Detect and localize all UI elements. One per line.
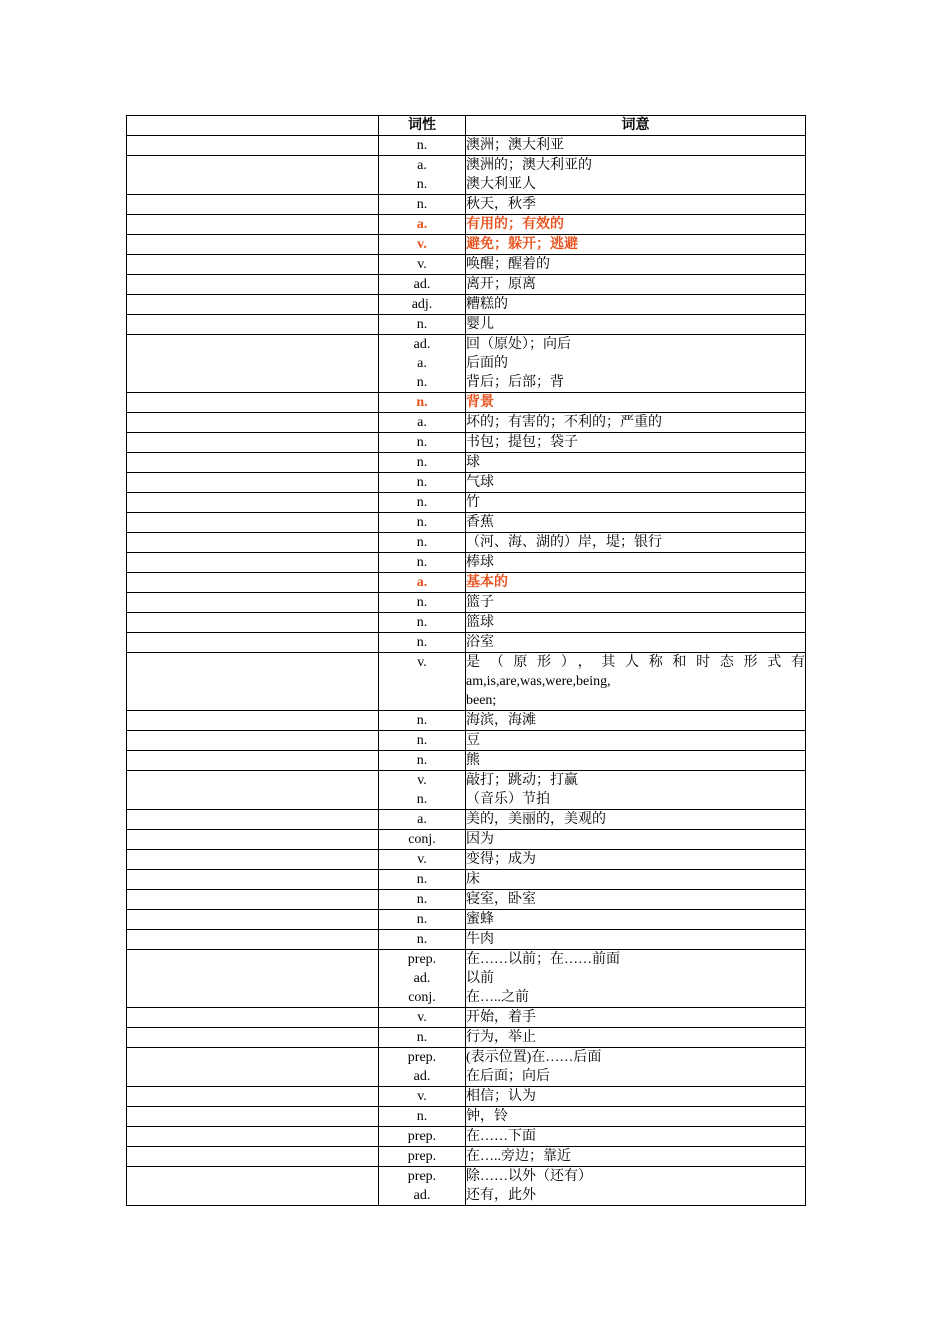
part-of-speech: n.: [416, 435, 428, 450]
meaning-text: 豆: [466, 733, 480, 748]
part-of-speech: n.: [416, 177, 428, 192]
meaning-cell: [466, 910, 806, 930]
meaning-text: 后面的: [466, 356, 508, 371]
part-of-speech: n.: [416, 197, 428, 212]
part-of-speech: ad.: [413, 1188, 431, 1203]
table-row: [127, 1127, 806, 1147]
meaning-text: 海滨，海滩: [466, 713, 536, 728]
word-cell: [127, 1087, 379, 1107]
part-of-speech-cell: [379, 930, 466, 950]
meaning-text: 背景: [466, 395, 494, 410]
part-of-speech: n.: [416, 515, 428, 530]
part-of-speech: v.: [417, 1089, 427, 1104]
meaning-text: 球: [466, 455, 480, 470]
meaning-cell: [466, 890, 806, 910]
table-row: [127, 810, 806, 830]
part-of-speech: adj.: [411, 297, 433, 312]
word-cell: [127, 393, 379, 413]
part-of-speech-cell: [379, 136, 466, 156]
meaning-cell: [466, 613, 806, 633]
word-cell: [127, 473, 379, 493]
table-row: [127, 1008, 806, 1028]
part-of-speech-cell: [379, 335, 466, 393]
table-row: [127, 473, 806, 493]
part-of-speech: n.: [416, 733, 428, 748]
word-cell: [127, 1127, 379, 1147]
meaning-text: 澳洲的；澳大利亚的: [466, 158, 592, 173]
word-cell: [127, 255, 379, 275]
table-row: [127, 573, 806, 593]
part-of-speech-cell: [379, 870, 466, 890]
header-meaning: 词意: [466, 116, 806, 136]
table-row: [127, 633, 806, 653]
table-row: [127, 890, 806, 910]
part-of-speech-cell: [379, 653, 466, 711]
part-of-speech: a.: [417, 812, 427, 827]
meaning-text: 蜜蜂: [466, 912, 494, 927]
table-header-row: [127, 116, 806, 136]
meaning-text: (表示位置)在……后面: [466, 1050, 602, 1065]
word-cell: [127, 890, 379, 910]
table-row: [127, 613, 806, 633]
part-of-speech: n.: [416, 792, 428, 807]
meaning-cell: [466, 275, 806, 295]
table-row: [127, 553, 806, 573]
word-cell: [127, 1167, 379, 1206]
meaning-cell: [466, 255, 806, 275]
part-of-speech: n.: [416, 1109, 428, 1124]
part-of-speech-cell: [379, 433, 466, 453]
meaning-cell: [466, 711, 806, 731]
word-cell: [127, 195, 379, 215]
part-of-speech: n.: [416, 1030, 428, 1045]
part-of-speech-cell: [379, 613, 466, 633]
part-of-speech: ad.: [413, 971, 431, 986]
word-cell: [127, 275, 379, 295]
word-cell: [127, 593, 379, 613]
part-of-speech: n.: [416, 535, 428, 550]
word-cell: [127, 830, 379, 850]
meaning-text: 行为，举止: [466, 1030, 536, 1045]
part-of-speech: v.: [417, 852, 427, 867]
word-cell: [127, 731, 379, 751]
word-cell: [127, 771, 379, 810]
word-cell: [127, 335, 379, 393]
meaning-cell: [466, 751, 806, 771]
word-cell: [127, 215, 379, 235]
table-row: [127, 393, 806, 413]
part-of-speech-cell: [379, 771, 466, 810]
part-of-speech: n.: [416, 932, 428, 947]
meaning-cell: [466, 1167, 806, 1206]
meaning-cell: [466, 1127, 806, 1147]
part-of-speech: ad.: [413, 1069, 431, 1084]
meaning-cell: [466, 950, 806, 1008]
part-of-speech: prep.: [407, 1050, 437, 1065]
part-of-speech-cell: [379, 553, 466, 573]
word-cell: [127, 633, 379, 653]
word-cell: [127, 850, 379, 870]
part-of-speech: a.: [417, 158, 427, 173]
meaning-text: （河、海、湖的）岸，堤；银行: [466, 535, 662, 550]
table-row: [127, 275, 806, 295]
part-of-speech: n.: [416, 912, 428, 927]
part-of-speech-cell: [379, 711, 466, 731]
meaning-text: （音乐）节拍: [466, 792, 550, 807]
word-cell: [127, 1147, 379, 1167]
part-of-speech-cell: [379, 195, 466, 215]
part-of-speech: v.: [417, 1010, 427, 1025]
part-of-speech: n.: [416, 595, 428, 610]
meaning-text: 回（原处）；向后: [466, 337, 571, 352]
part-of-speech: a.: [416, 217, 428, 232]
part-of-speech-cell: [379, 453, 466, 473]
part-of-speech-cell: [379, 1087, 466, 1107]
part-of-speech: n.: [416, 615, 428, 630]
meaning-cell: [466, 335, 806, 393]
table-row: [127, 1107, 806, 1127]
word-cell: [127, 711, 379, 731]
part-of-speech-cell: [379, 1028, 466, 1048]
table-row: [127, 950, 806, 1008]
part-of-speech: a.: [417, 356, 427, 371]
table-row: [127, 930, 806, 950]
part-of-speech-cell: [379, 1107, 466, 1127]
part-of-speech: n.: [416, 872, 428, 887]
part-of-speech: conj.: [408, 832, 436, 847]
meaning-text: am,is,are,was,were,being,: [466, 674, 611, 689]
part-of-speech-cell: [379, 1127, 466, 1147]
meaning-text: 开始，着手: [466, 1010, 536, 1025]
word-cell: [127, 1048, 379, 1087]
table-row: [127, 731, 806, 751]
part-of-speech: n.: [416, 495, 428, 510]
part-of-speech-cell: [379, 1167, 466, 1206]
meaning-text: 背后；后部；背: [466, 375, 564, 390]
word-cell: [127, 870, 379, 890]
word-cell: [127, 930, 379, 950]
part-of-speech-cell: [379, 830, 466, 850]
header-word: [127, 116, 379, 136]
part-of-speech: n.: [416, 892, 428, 907]
meaning-cell: [466, 1008, 806, 1028]
meaning-cell: [466, 850, 806, 870]
meaning-text: 书包；提包；袋子: [466, 435, 578, 450]
part-of-speech: prep.: [407, 1169, 437, 1184]
word-cell: [127, 553, 379, 573]
part-of-speech: a.: [417, 415, 427, 430]
table-row: [127, 235, 806, 255]
part-of-speech: ad.: [413, 277, 431, 292]
meaning-text: 还有，此外: [466, 1188, 536, 1203]
word-cell: [127, 513, 379, 533]
meaning-text: 坏的；有害的；不利的；严重的: [466, 415, 662, 430]
part-of-speech-cell: [379, 513, 466, 533]
meaning-cell: [466, 930, 806, 950]
meaning-text: 在后面；向后: [466, 1069, 550, 1084]
header-part-of-speech: 词性: [379, 116, 466, 136]
part-of-speech-cell: [379, 890, 466, 910]
part-of-speech-cell: [379, 751, 466, 771]
meaning-text: 竹: [466, 495, 480, 510]
meaning-text: been;: [466, 693, 497, 708]
part-of-speech-cell: [379, 493, 466, 513]
table-row: [127, 433, 806, 453]
meaning-text: 有用的；有效的: [466, 217, 564, 232]
part-of-speech-cell: [379, 393, 466, 413]
word-cell: [127, 453, 379, 473]
meaning-text: 基本的: [466, 575, 508, 590]
meaning-cell: [466, 513, 806, 533]
meaning-text: 浴室: [466, 635, 494, 650]
part-of-speech: n.: [416, 138, 428, 153]
part-of-speech: n.: [416, 455, 428, 470]
meaning-text: 是（原形），其人称和时态形式有: [466, 655, 805, 670]
meaning-text: 唤醒；醒着的: [466, 257, 550, 272]
part-of-speech-cell: [379, 295, 466, 315]
table-row: [127, 593, 806, 613]
table-row: [127, 1147, 806, 1167]
word-cell: [127, 1028, 379, 1048]
meaning-text: 气球: [466, 475, 494, 490]
meaning-cell: [466, 830, 806, 850]
part-of-speech: ad.: [413, 337, 431, 352]
part-of-speech: v.: [417, 773, 427, 788]
part-of-speech-cell: [379, 910, 466, 930]
meaning-cell: [466, 136, 806, 156]
meaning-text: 糟糕的: [466, 297, 508, 312]
word-cell: [127, 493, 379, 513]
meaning-text: 寝室，卧室: [466, 892, 536, 907]
part-of-speech-cell: [379, 950, 466, 1008]
meaning-cell: [466, 493, 806, 513]
part-of-speech: prep.: [407, 952, 437, 967]
part-of-speech-cell: [379, 255, 466, 275]
table-row: [127, 136, 806, 156]
meaning-text: 在……下面: [466, 1129, 536, 1144]
meaning-text: 熊: [466, 753, 480, 768]
meaning-cell: [466, 393, 806, 413]
table-row: [127, 830, 806, 850]
part-of-speech-cell: [379, 275, 466, 295]
meaning-text: 避免；躲开；逃避: [466, 237, 578, 252]
meaning-text: 澳大利亚人: [466, 177, 536, 192]
table-row: [127, 255, 806, 275]
word-cell: [127, 950, 379, 1008]
part-of-speech: n.: [416, 317, 428, 332]
table-row: [127, 195, 806, 215]
meaning-cell: [466, 433, 806, 453]
word-cell: [127, 810, 379, 830]
part-of-speech: v.: [417, 257, 427, 272]
part-of-speech: n.: [416, 753, 428, 768]
word-cell: [127, 295, 379, 315]
meaning-cell: [466, 473, 806, 493]
meaning-cell: [466, 315, 806, 335]
part-of-speech-cell: [379, 1008, 466, 1028]
part-of-speech: n.: [416, 713, 428, 728]
meaning-text: 离开；原离: [466, 277, 536, 292]
meaning-cell: [466, 1087, 806, 1107]
meaning-text: 变得；成为: [466, 852, 536, 867]
part-of-speech-cell: [379, 850, 466, 870]
part-of-speech-cell: [379, 315, 466, 335]
table-row: [127, 1048, 806, 1087]
meaning-cell: [466, 1147, 806, 1167]
part-of-speech: prep.: [407, 1129, 437, 1144]
word-cell: [127, 613, 379, 633]
word-cell: [127, 433, 379, 453]
part-of-speech-cell: [379, 156, 466, 195]
table-row: [127, 215, 806, 235]
meaning-text: 在……以前；在……前面: [466, 952, 620, 967]
part-of-speech: prep.: [407, 1149, 437, 1164]
table-row: [127, 910, 806, 930]
word-cell: [127, 235, 379, 255]
table-row: [127, 653, 806, 711]
word-cell: [127, 1107, 379, 1127]
word-cell: [127, 751, 379, 771]
table-row: [127, 870, 806, 890]
word-cell: [127, 533, 379, 553]
table-row: [127, 413, 806, 433]
table-row: [127, 1087, 806, 1107]
meaning-cell: [466, 533, 806, 553]
meaning-text: 篮子: [466, 595, 494, 610]
vocabulary-table: [126, 115, 806, 1206]
table-row: [127, 295, 806, 315]
part-of-speech: v.: [417, 237, 427, 252]
meaning-cell: [466, 731, 806, 751]
word-cell: [127, 315, 379, 335]
part-of-speech-cell: [379, 215, 466, 235]
meaning-cell: [466, 195, 806, 215]
meaning-text: 相信；认为: [466, 1089, 536, 1104]
meaning-text: 在…..旁边；靠近: [466, 1149, 571, 1164]
meaning-cell: [466, 1028, 806, 1048]
part-of-speech-cell: [379, 235, 466, 255]
table-row: [127, 771, 806, 810]
table-row: [127, 315, 806, 335]
meaning-text: 以前: [466, 971, 494, 986]
meaning-cell: [466, 593, 806, 613]
table-row: [127, 513, 806, 533]
part-of-speech-cell: [379, 1048, 466, 1087]
meaning-text: 除……以外（还有）: [466, 1169, 592, 1184]
word-cell: [127, 413, 379, 433]
word-cell: [127, 573, 379, 593]
meaning-text: 钟，铃: [466, 1109, 508, 1124]
meaning-text: 美的，美丽的，美观的: [466, 812, 606, 827]
part-of-speech-cell: [379, 810, 466, 830]
meaning-cell: [466, 1048, 806, 1087]
table-row: [127, 533, 806, 553]
meaning-text: 敲打；跳动；打赢: [466, 773, 578, 788]
table-body: [127, 136, 806, 1206]
part-of-speech: a.: [416, 575, 428, 590]
table-row: [127, 493, 806, 513]
meaning-cell: [466, 413, 806, 433]
part-of-speech: n.: [416, 395, 428, 410]
meaning-text: 棒球: [466, 555, 494, 570]
meaning-cell: [466, 453, 806, 473]
table-row: [127, 156, 806, 195]
part-of-speech: n.: [416, 475, 428, 490]
table-row: [127, 453, 806, 473]
part-of-speech-cell: [379, 413, 466, 433]
part-of-speech-cell: [379, 533, 466, 553]
meaning-cell: [466, 156, 806, 195]
meaning-cell: [466, 295, 806, 315]
meaning-cell: [466, 573, 806, 593]
word-cell: [127, 136, 379, 156]
meaning-cell: [466, 553, 806, 573]
meaning-text: 篮球: [466, 615, 494, 630]
meaning-text: 床: [466, 872, 480, 887]
meaning-cell: [466, 870, 806, 890]
table-row: [127, 751, 806, 771]
part-of-speech: conj.: [408, 990, 436, 1005]
meaning-text: 秋天，秋季: [466, 197, 536, 212]
part-of-speech-cell: [379, 573, 466, 593]
meaning-cell: [466, 771, 806, 810]
word-cell: [127, 653, 379, 711]
meaning-text: 澳洲；澳大利亚: [466, 138, 564, 153]
part-of-speech: v.: [417, 655, 427, 670]
word-cell: [127, 156, 379, 195]
meaning-text: 在…..之前: [466, 990, 529, 1005]
part-of-speech: n.: [416, 635, 428, 650]
part-of-speech: n.: [416, 555, 428, 570]
meaning-cell: [466, 633, 806, 653]
table-row: [127, 1167, 806, 1206]
table-row: [127, 850, 806, 870]
part-of-speech: n.: [416, 375, 428, 390]
meaning-text: 因为: [466, 832, 494, 847]
part-of-speech-cell: [379, 1147, 466, 1167]
meaning-text: 婴儿: [466, 317, 494, 332]
part-of-speech-cell: [379, 593, 466, 613]
meaning-cell: [466, 810, 806, 830]
meaning-cell: [466, 215, 806, 235]
table-row: [127, 1028, 806, 1048]
meaning-text: 香蕉: [466, 515, 494, 530]
part-of-speech-cell: [379, 731, 466, 751]
part-of-speech-cell: [379, 473, 466, 493]
part-of-speech-cell: [379, 633, 466, 653]
meaning-cell: [466, 235, 806, 255]
table-row: [127, 711, 806, 731]
meaning-cell: [466, 653, 806, 711]
word-cell: [127, 1008, 379, 1028]
table-row: [127, 335, 806, 393]
word-cell: [127, 910, 379, 930]
meaning-cell: [466, 1107, 806, 1127]
meaning-text: 牛肉: [466, 932, 494, 947]
